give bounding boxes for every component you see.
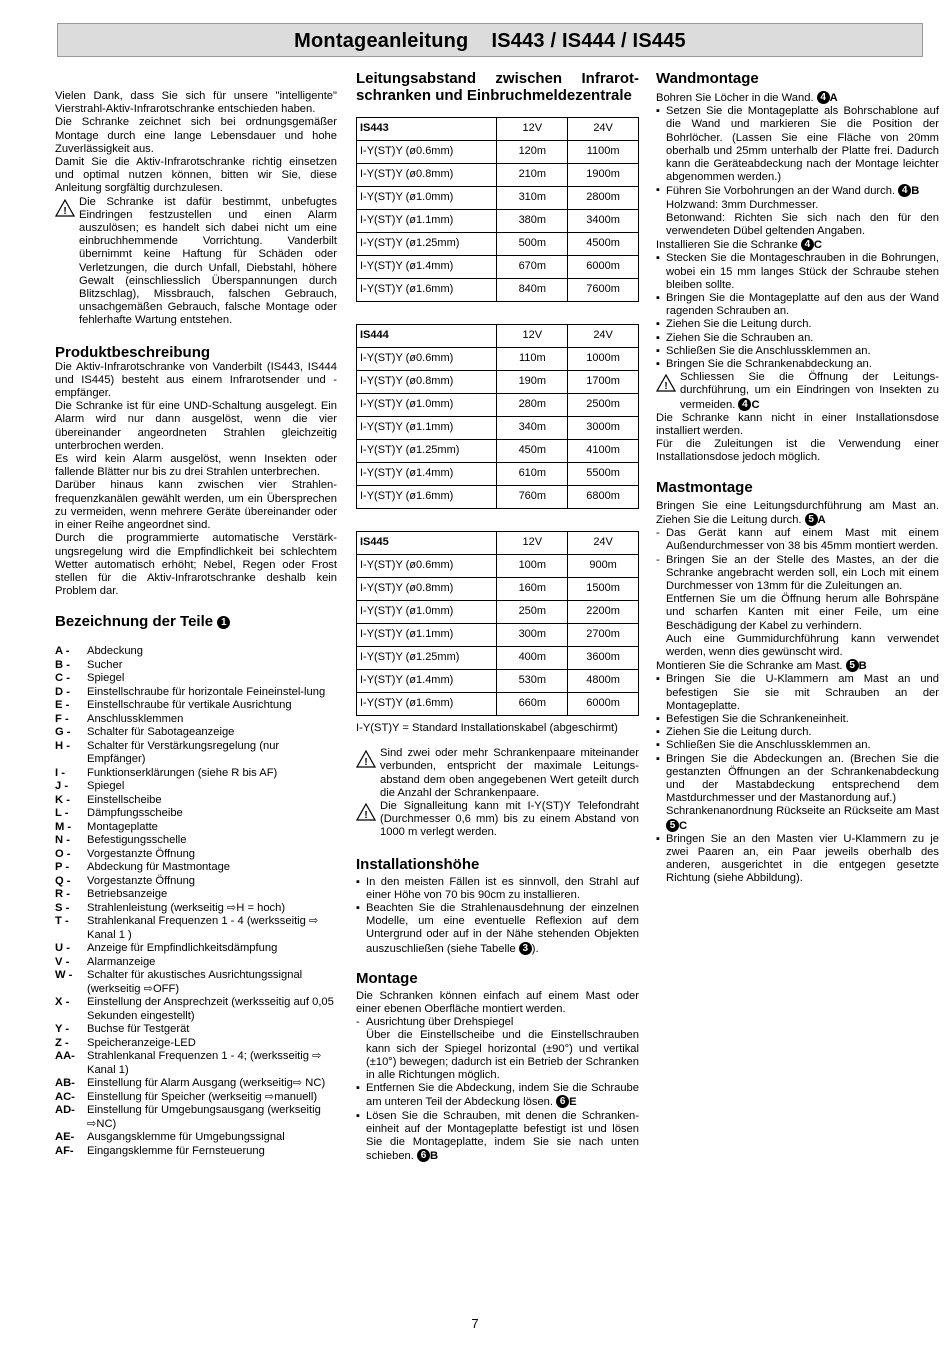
warning-text: Die Schranke ist dafür bestimmt, unbefugtes Eindringen festzustellen und einen Alarm auszulösen; es handelt sich dabei nicht um eine einbruchhemmende Vorrichtung. Vanderbilt übernimmt keine Haftung für Schäden oder Verletzungen, die durch Unfall, Diebstahl, höhere Gewalt (einschliesslich Überspannungen durch Blitzschlag), Missbrauch, falschen Gebrauch, unsachgemäßen Gebrauch, falsche Montage oder fehlerhafte Wartung entstehen.: [79, 195, 337, 327]
figure-ref-badge: 4: [817, 91, 830, 104]
table-header-row: [357, 325, 639, 348]
part-label: Abdeckung für Mastmontage: [87, 861, 231, 874]
produkt-4: Darüber hinaus kann zwischen vier Strahlen-frequenzkanälen gewählt werden, um ein Übersprechen zu vermeiden, wenn mehrere Geräte übereinander oder in einer Reihe angeordnet sind.: [55, 479, 337, 532]
warning-text: Schliessen Sie die Öffnung der Leitungs-durchführung, um ein Eindringen von Insekten zu vermeiden. 4 C: [680, 371, 939, 411]
part-key: AA-: [55, 1050, 75, 1063]
table-cell: I-Y(ST)Y (ø1.0mm): [357, 394, 497, 417]
table-cell: I-Y(ST)Y (ø0.6mm): [357, 348, 497, 371]
part-label: Einstellung für Umgebungsausgang (werkseitig ⇨NC): [87, 1104, 321, 1130]
figure-ref-badge: 4: [801, 238, 814, 251]
warning-text: Sind zwei oder mehr Schrankenpaare miteinander verbunden, entspricht der maximale Leitungs-abstand dem oben angegebenen Wert geteilt durch die Anzahl der Schrankenpaare.: [380, 747, 639, 799]
table-cell: 7600m: [568, 279, 639, 302]
table-header-cell: 12V: [497, 325, 568, 348]
table-cell: I-Y(ST)Y (ø1.25mm): [357, 233, 497, 256]
table-cell: 300m: [497, 624, 568, 647]
table-cell: I-Y(ST)Y (ø1.1mm): [357, 624, 497, 647]
table-header-row: [357, 118, 639, 141]
part-label: Ausgangsklemme für Umgebungssignal: [87, 1131, 285, 1144]
table-header-cell: 12V: [497, 118, 568, 141]
table-cell: I-Y(ST)Y (ø1.25mm): [357, 440, 497, 463]
wand-warning: [656, 371, 939, 412]
mast-heading: Mastmontage: [656, 478, 753, 496]
table-row: [357, 210, 639, 233]
part-key: O -: [55, 847, 71, 860]
part-key: Z -: [55, 1036, 69, 1049]
part-item: [55, 888, 337, 902]
title-bar: [57, 23, 923, 57]
list-item: ▪ Bringen Sie die Abdeckungen an. (Brechen Sie die gestanzten Öffnungen an der Schrankenabdeckung und der Mastabdeckung entsprechend dem Mastdurchmesser und der Mastanordung auf.) Schrankenanordnung Rückseite an Rückseite am Mast 5 C: [656, 753, 939, 833]
page-title: Montageanleitung IS443 / IS444 / IS445: [294, 30, 686, 52]
table-cell: 500m: [497, 233, 568, 256]
table-cell: I-Y(ST)Y (ø1.4mm): [357, 463, 497, 486]
part-label: Spiegel: [87, 672, 125, 685]
part-item: [55, 726, 337, 740]
figure-ref-badge: 4: [738, 398, 751, 411]
table-cell: 210m: [497, 164, 568, 187]
mast-mont: Montieren Sie die Schranke am Mast. 5 B: [656, 660, 867, 673]
part-item: [55, 645, 337, 659]
table-cell: I-Y(ST)Y (ø0.8mm): [357, 164, 497, 187]
part-key: N -: [55, 834, 70, 847]
table-cell: 3000m: [568, 417, 639, 440]
table-cell: 670m: [497, 256, 568, 279]
hoehe-list: [356, 876, 639, 956]
table-row: [357, 647, 639, 670]
part-item: [55, 780, 337, 794]
table-cell: 6000m: [568, 256, 639, 279]
wand-note-2: Für die Zuleitungen ist die Verwendung einer Installationsdose jedoch möglich.: [656, 438, 939, 464]
montage-list: [356, 1082, 639, 1163]
part-item: [55, 686, 337, 700]
table-cell: 4100m: [568, 440, 639, 463]
table-cell: 2200m: [568, 601, 639, 624]
wand-list-1: [656, 105, 939, 238]
part-item: [55, 1037, 337, 1051]
part-key: T -: [55, 915, 69, 928]
table-row: [357, 440, 639, 463]
table-row: [357, 187, 639, 210]
part-label: Anzeige für Empfindlichkeitsdämpfung: [87, 942, 278, 955]
part-label: Schalter für Verstärkungsregelung (nur Empfänger): [87, 739, 280, 766]
part-item: [55, 699, 337, 713]
table-cell: I-Y(ST)Y (ø1.6mm): [357, 486, 497, 509]
table-cell: 190m: [497, 371, 568, 394]
table-cell: 1900m: [568, 164, 639, 187]
part-key: I -: [55, 766, 65, 779]
list-item: ▪ Ziehen Sie die Leitung durch.: [656, 318, 939, 331]
parts-list: [55, 645, 337, 1158]
table-cell: I-Y(ST)Y (ø1.0mm): [357, 601, 497, 624]
figure-ref-badge: 6: [417, 1149, 430, 1162]
part-key: J -: [55, 780, 69, 793]
part-label: Anschlussklemmen: [87, 712, 184, 725]
wand-install: Installieren Sie die Schranke 4 C: [656, 239, 822, 252]
part-item: [55, 1050, 337, 1077]
svg-text:!: !: [63, 205, 67, 217]
table-cell: 840m: [497, 279, 568, 302]
table-cell: 760m: [497, 486, 568, 509]
part-key: S -: [55, 901, 70, 914]
montage-intro: Die Schranken können einfach auf einem Mast oder einer ebenen Oberfläche montiert werden.: [356, 989, 639, 1016]
table-header-cell: IS443: [357, 118, 497, 141]
part-key: C -: [55, 672, 70, 685]
part-key: M -: [55, 820, 72, 833]
part-item: [55, 861, 337, 875]
column-left: [55, 90, 337, 1158]
produkt-1: Die Aktiv-Infrarotschranke von Vanderbilt (IS443, IS444 und IS445) besteht aus einem Infrarotsender und -empfänger.: [55, 360, 337, 400]
table-cell: 2500m: [568, 394, 639, 417]
part-item: [55, 834, 337, 848]
table-cell: 1700m: [568, 371, 639, 394]
part-key: V -: [55, 955, 70, 968]
list-item: ▪ Beachten Sie die Strahlenausdehnung der einzelnen Modelle, um eine eventuelle Reflexion auf dem Untergrund oder auf in der Nähe stehenden Objekten auszuschließen (siehe Tabelle 3 ).: [356, 902, 639, 956]
figure-ref-badge: 5: [846, 659, 859, 672]
part-key: P -: [55, 861, 70, 874]
part-key: W -: [55, 969, 73, 982]
part-item: [55, 659, 337, 673]
part-label: Funktionserklärungen (siehe R bis AF): [87, 766, 278, 779]
table-header-cell: IS444: [357, 325, 497, 348]
table-ref-badge: 3: [519, 942, 532, 955]
produkt-5: Durch die programmierte automatische Verstärk-ungsregelung wird die Empfindlichkeit bei schlechtem Wetter automatisch erhöht; Nebel, Regen oder Frost stellen für die Aktiv-Infrarotschranke deshalb kein Problem dar.: [55, 532, 337, 598]
table-row: [357, 394, 639, 417]
part-item: [55, 767, 337, 781]
part-key: L -: [55, 807, 69, 820]
list-item: ▪ In den meisten Fällen ist es sinnvoll, den Strahl auf einer Höhe von 70 bis 90cm zu installieren.: [356, 876, 639, 902]
hoehe-heading: Installationshöhe: [356, 855, 480, 873]
part-item: [55, 1023, 337, 1037]
part-key: R -: [55, 888, 70, 901]
intro-2: Die Schranke zeichnet sich bei ordnungsgemäßer Montage durch eine lange Lebensdauer und hohe Zuverlässigkeit aus.: [55, 116, 337, 155]
table-row: [357, 164, 639, 187]
table-cell: I-Y(ST)Y (ø1.25mm): [357, 647, 497, 670]
table-row: [357, 578, 639, 601]
part-key: B -: [55, 658, 70, 671]
table-row: [357, 601, 639, 624]
table-cell: 100m: [497, 555, 568, 578]
part-label: Einstellschraube für horizontale Feineinstel-lung: [87, 685, 326, 698]
part-label: Strahlenleistung (werkseitig ⇨H = hoch): [87, 901, 286, 914]
table-cell: 610m: [497, 463, 568, 486]
wand-heading: Wandmontage: [656, 70, 759, 87]
table-row: [357, 486, 639, 509]
table-row: [357, 693, 639, 716]
table-cell: 2700m: [568, 624, 639, 647]
table-cell: 1500m: [568, 578, 639, 601]
cable-warning-2: [356, 800, 639, 840]
part-label: Vorgestanzte Öffnung: [87, 874, 196, 887]
table-cell: 900m: [568, 555, 639, 578]
produkt-2: Die Schranke ist für eine UND-Schaltung ausgelegt. Ein Alarm wird nur dann ausgelöst, wenn die vier übereinander angeordneten Strahlen gleichzeitig unterbrochen werden.: [55, 400, 337, 452]
table-header-cell: IS445: [357, 532, 497, 555]
part-key: G -: [55, 726, 71, 739]
part-item: [55, 1077, 337, 1091]
table-cell: 6800m: [568, 486, 639, 509]
table-cell: I-Y(ST)Y (ø1.6mm): [357, 693, 497, 716]
part-label: Buchse für Testgerät: [87, 1023, 190, 1036]
table-cell: I-Y(ST)Y (ø1.4mm): [357, 670, 497, 693]
wand-intro: Bohren Sie Löcher in die Wand. 4 A: [656, 92, 838, 104]
list-item: ▪ Entfernen Sie die Abdeckung, indem Sie die Schraube am unteren Teil der Abdeckung lösen. 6 E: [356, 1082, 639, 1109]
list-item: - Bringen Sie an der Stelle des Mastes, an der die Schranke angebracht werden soll, ein Loch mit einem Durchmesser von 13mm für die Zuleitungen an. Entfernen Sie um die Öffnung herum alle Bohrspäne und scharfen Kanten mit einer Feile, um eine Beschädigung der Kabel zu verhindern. Auch eine Gummidurchführung kann verwendet werden, wenn dies gewünscht wird.: [656, 554, 939, 660]
table-cell: 280m: [497, 394, 568, 417]
part-item: [55, 713, 337, 727]
part-key: Y -: [55, 1023, 70, 1036]
table-row: [357, 417, 639, 440]
table-cell: 340m: [497, 417, 568, 440]
table-cell: 530m: [497, 670, 568, 693]
part-item: [55, 956, 337, 970]
part-key: F -: [55, 712, 69, 725]
part-label: Spiegel: [87, 780, 125, 793]
table-header-cell: 24V: [568, 532, 639, 555]
table-cell: 2800m: [568, 187, 639, 210]
table-cell: 5500m: [568, 463, 639, 486]
part-label: Einstellschraube für vertikale Ausrichtung: [87, 699, 292, 712]
table-cell: 4800m: [568, 670, 639, 693]
part-key: Q -: [55, 874, 71, 887]
part-label: Einstellung für Speicher (werkseitig ⇨manuell): [87, 1090, 318, 1103]
table-cell: I-Y(ST)Y (ø1.1mm): [357, 417, 497, 440]
part-item: [55, 942, 337, 956]
column-right: [656, 70, 939, 886]
part-item: [55, 821, 337, 835]
table-header-cell: 12V: [497, 532, 568, 555]
part-label: Sucher: [87, 658, 123, 671]
list-item: ▪ Lösen Sie die Schrauben, mit denen die Schranken-einheit auf der Montageplatte befestigt ist und lösen Sie die Montageplatte, indem Sie sie nach unten schieben. 6 B: [356, 1110, 639, 1164]
part-item: [55, 794, 337, 808]
part-key: AD-: [55, 1104, 75, 1117]
part-item: [55, 740, 337, 767]
leitungsabstand-heading: Leitungsabstand zwischen Infrarot-schranken und Einbruchmeldezentrale: [356, 70, 639, 104]
list-item: ▪ Ziehen Sie die Schrauben an.: [656, 332, 939, 345]
part-label: Befestigungsschelle: [87, 834, 187, 847]
part-key: K -: [55, 793, 70, 806]
warning-icon: [356, 750, 376, 768]
table-cell: I-Y(ST)Y (ø1.0mm): [357, 187, 497, 210]
part-key: A -: [55, 645, 70, 658]
part-label: Strahlenkanal Frequenzen 1 - 4; (werksseitig ⇨ Kanal 1): [87, 1050, 322, 1076]
list-item: ▪ Bringen Sie die Montageplatte auf den aus der Wand ragenden Schrauben an.: [656, 292, 939, 318]
table-cell: 110m: [497, 348, 568, 371]
liability-warning: [55, 196, 337, 328]
distance-table-is445: [356, 531, 639, 716]
table-header-row: [357, 532, 639, 555]
part-label: Dämpfungsscheibe: [87, 807, 183, 820]
table-cell: 310m: [497, 187, 568, 210]
part-item: [55, 848, 337, 862]
table-row: [357, 371, 639, 394]
list-item: ▪ Bringen Sie die Schrankenabdeckung an.: [656, 358, 939, 371]
table-cell: 4500m: [568, 233, 639, 256]
table-row: [357, 348, 639, 371]
part-item: [55, 969, 337, 996]
part-item: [55, 875, 337, 889]
list-item: ▪ Bringen Sie die U-Klammern am Mast an und befestigen Sie sie mit Schrauben an der Montageplatte.: [656, 673, 939, 713]
part-key: E -: [55, 699, 70, 712]
column-middle: [356, 70, 639, 1163]
figure-ref-badge: 4: [898, 184, 911, 197]
table-cell: 6000m: [568, 693, 639, 716]
warning-icon: [356, 803, 376, 821]
cable-note: I-Y(ST)Y = Standard Installationskabel (abgeschirmt): [356, 722, 618, 734]
list-item: ▪ Schließen Sie die Anschlussklemmen an.: [656, 739, 939, 752]
list-item: - Ausrichtung über Drehspiegel Über die Einstellscheibe und die Einstellschrauben kann sich der Spiegel horizontal (±90°) und vertikal (±10°) bewegen; dadurch ist ein Betrieb der Schranken in alle Richtungen möglich.: [356, 1016, 639, 1082]
part-label: Montageplatte: [87, 820, 158, 833]
list-item: - Das Gerät kann auf einem Mast mit einem Außendurchmesser von 38 bis 45mm montiert werden.: [656, 527, 939, 553]
part-label: Einstellung der Ansprechzeit (werksseitig auf 0,05 Sekunden eingestellt): [87, 996, 334, 1022]
part-label: Alarmanzeige: [87, 955, 156, 968]
part-key: D -: [55, 685, 70, 698]
table-cell: 380m: [497, 210, 568, 233]
part-label: Eingangsklemme für Fernsteuerung: [87, 1144, 265, 1157]
svg-text:!: !: [364, 757, 368, 769]
part-label: Vorgestanzte Öffnung: [87, 847, 196, 860]
part-label: Einstellscheibe: [87, 793, 162, 806]
svg-text:!: !: [664, 381, 668, 393]
wand-note: Die Schranke kann nicht in einer Installationsdose installiert werden.: [656, 411, 939, 438]
table-header-cell: 24V: [568, 325, 639, 348]
part-item: [55, 996, 337, 1023]
part-label: Schalter für akustisches Ausrichtungssignal (werkseitig ⇨OFF): [87, 969, 303, 995]
svg-text:!: !: [364, 810, 368, 822]
table-cell: I-Y(ST)Y (ø0.6mm): [357, 141, 497, 164]
figure-ref-badge: 5: [805, 513, 818, 526]
part-item: [55, 672, 337, 686]
part-label: Einstellung für Alarm Ausgang (werkseitig⇨ NC): [87, 1077, 326, 1090]
page-number: 7: [471, 1316, 479, 1331]
montage-dash-list: [356, 1016, 639, 1082]
part-key: AF-: [55, 1144, 74, 1157]
part-label: Schalter für Sabotageanzeige: [87, 726, 235, 739]
mast-dash-list: [656, 527, 939, 659]
montage-heading: Montage: [356, 969, 418, 987]
table-row: [357, 279, 639, 302]
table-cell: 160m: [497, 578, 568, 601]
table-cell: I-Y(ST)Y (ø1.1mm): [357, 210, 497, 233]
teile-heading: Bezeichnung der Teile 1: [55, 613, 337, 630]
mast-list: [656, 673, 939, 885]
table-cell: 400m: [497, 647, 568, 670]
list-item: ▪ Ziehen Sie die Leitung durch.: [656, 726, 939, 739]
table-row: [357, 233, 639, 256]
table-cell: 1100m: [568, 141, 639, 164]
part-item: [55, 807, 337, 821]
part-item: [55, 915, 337, 942]
cable-warning-1: [356, 747, 639, 800]
part-label: Betriebsanzeige: [87, 888, 168, 901]
table-cell: 1000m: [568, 348, 639, 371]
table-header-cell: 24V: [568, 118, 639, 141]
table-row: [357, 624, 639, 647]
list-item: ▪ Befestigen Sie die Schrankeneinheit.: [656, 713, 939, 726]
part-key: AC-: [55, 1090, 75, 1103]
table-cell: 250m: [497, 601, 568, 624]
part-label: Abdeckung: [87, 645, 143, 658]
table-cell: I-Y(ST)Y (ø1.6mm): [357, 279, 497, 302]
warning-icon: [656, 374, 676, 392]
table-cell: I-Y(ST)Y (ø0.8mm): [357, 371, 497, 394]
distance-table-is443: [356, 117, 639, 302]
part-label: Strahlenkanal Frequenzen 1 - 4 (werksseitig ⇨ Kanal 1 ): [87, 915, 319, 941]
list-item: ▪ Stecken Sie die Montageschrauben in die Bohrungen, wobei ein 15 mm langes Stück der Schraube stehen bleiben sollte.: [656, 252, 939, 292]
table-row: [357, 463, 639, 486]
warning-text: Die Signalleitung kann mit I-Y(ST)Y Telefondraht (Durchmesser 0,6 mm) bis zu einem Abstand von 1000 m verlegt werden.: [380, 800, 639, 839]
list-item: ▪ Setzen Sie die Montageplatte als Bohrschablone auf die Wand und markieren Sie die Position der Bohrlöcher. (Lassen Sie eine Fläche von 20mm oberhalb und 25mm unterhalb der Platte frei. Dadurch kann die Geräteabdeckung nach der Montage leichter abgenommen werden.): [656, 105, 939, 184]
warning-icon: [55, 199, 75, 217]
table-cell: 3400m: [568, 210, 639, 233]
table-cell: I-Y(ST)Y (ø0.8mm): [357, 578, 497, 601]
table-cell: I-Y(ST)Y (ø0.6mm): [357, 555, 497, 578]
intro-3: Damit Sie die Aktiv-Infrarotschranke richtig einsetzen und optimal nutzen können, bitten wir Sie, diese Anleitung sorgfältig durchzulesen.: [55, 156, 337, 195]
part-label: Speicheranzeige-LED: [87, 1036, 196, 1049]
intro-1: Vielen Dank, dass Sie sich für unsere "intelligente" Vierstrahl-Aktiv-Infrarotschranke entschieden haben.: [55, 90, 337, 116]
list-item: ▪ Bringen Sie an den Masten vier U-Klammern zu je zwei Paaren an, ein Paar jeweils oberhalb des anderen, ausgerichtet in die entgegen gesetzte Richtung (siehe Abbildung).: [656, 833, 939, 886]
part-key: H -: [55, 739, 70, 752]
part-item: [55, 902, 337, 916]
table-row: [357, 670, 639, 693]
part-key: AE-: [55, 1131, 75, 1144]
part-key: U -: [55, 942, 70, 955]
mast-intro: Bringen Sie eine Leitungsdurchführung am Mast an. Ziehen Sie die Leitung durch. 5 A: [656, 499, 939, 526]
produkt-3: Es wird kein Alarm ausgelöst, wenn Insekten oder fallende Blätter nur bis zu drei Strahlen unterbrechen.: [55, 453, 337, 479]
list-item: ▪ Führen Sie Vorbohrungen an der Wand durch. 4 B Holzwand: 3mm Durchmesser. Betonwand: Richten Sie sich nach den für den verwendeten Dübel geltenden Angaben.: [656, 184, 939, 238]
figure-badge: 1: [217, 616, 230, 629]
table-cell: 450m: [497, 440, 568, 463]
table-row: [357, 555, 639, 578]
part-key: X -: [55, 996, 70, 1009]
distance-table-is444: [356, 324, 639, 509]
table-cell: I-Y(ST)Y (ø1.4mm): [357, 256, 497, 279]
produkt-heading: Produktbeschreibung: [55, 343, 211, 361]
list-item: ▪ Schließen Sie die Anschlussklemmen an.: [656, 345, 939, 358]
part-item: [55, 1145, 337, 1159]
part-item: [55, 1104, 337, 1131]
wand-list-2: [656, 252, 939, 371]
table-cell: 660m: [497, 693, 568, 716]
table-cell: 120m: [497, 141, 568, 164]
figure-ref-badge: 6: [556, 1095, 569, 1108]
table-cell: 3600m: [568, 647, 639, 670]
part-item: [55, 1091, 337, 1105]
table-row: [357, 141, 639, 164]
table-row: [357, 256, 639, 279]
part-item: [55, 1131, 337, 1145]
part-key: AB-: [55, 1077, 75, 1090]
figure-ref-badge: 5: [666, 819, 679, 832]
